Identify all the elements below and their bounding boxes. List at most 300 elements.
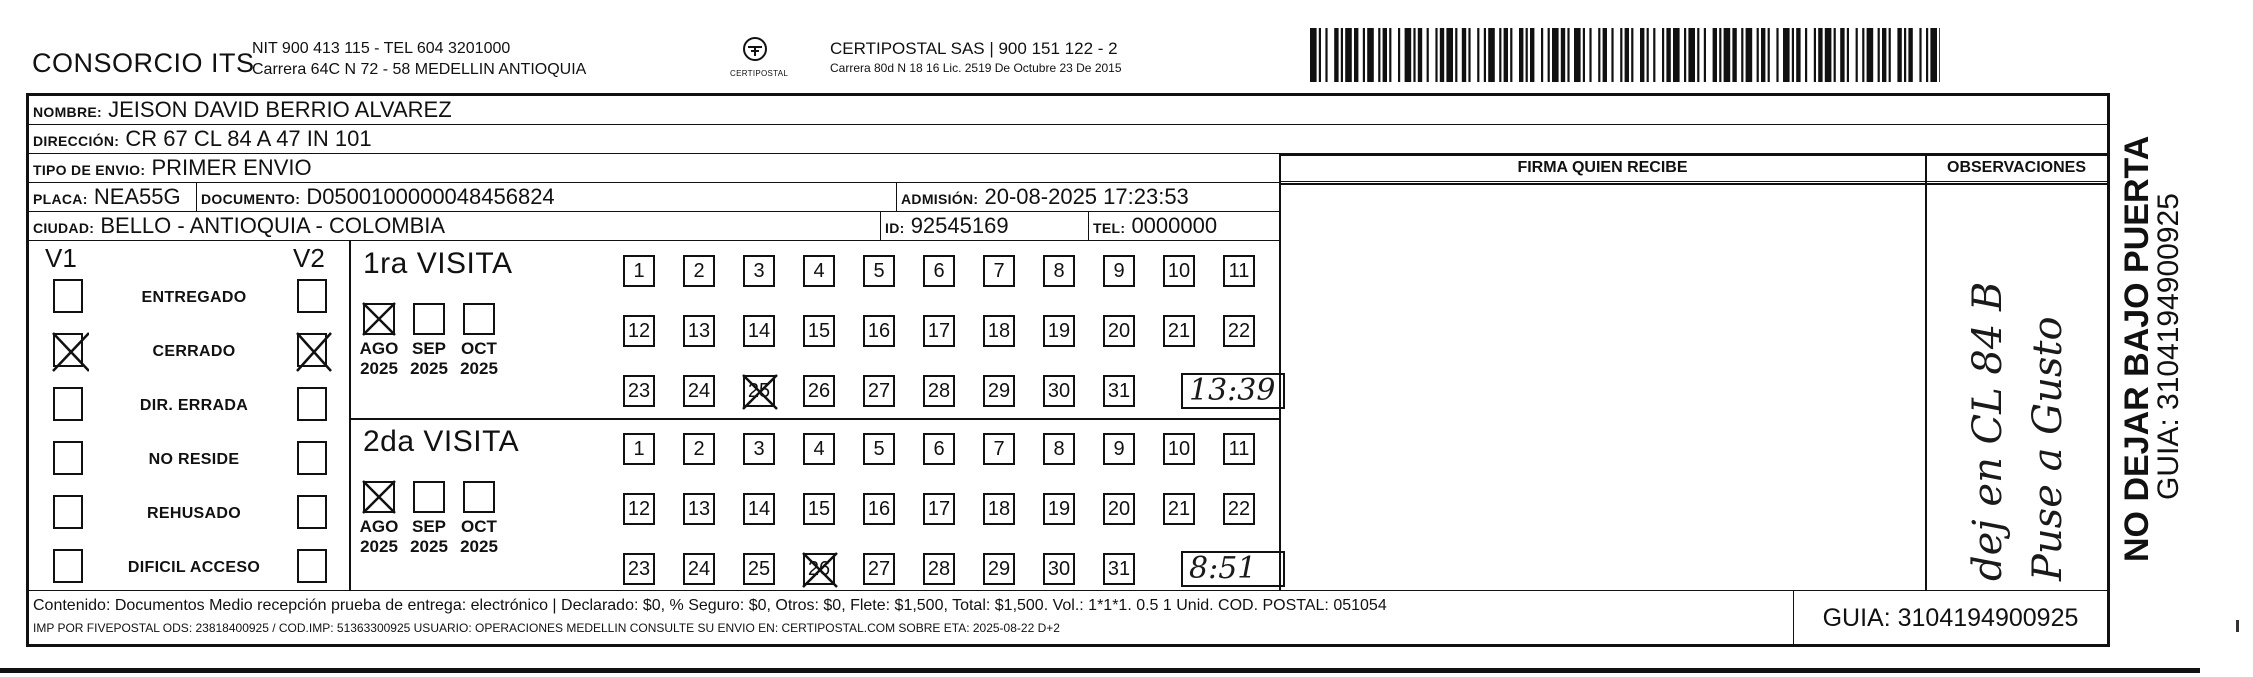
day-box[interactable] xyxy=(1043,493,1075,525)
v2-checkbox[interactable] xyxy=(297,387,327,421)
barcode-bar xyxy=(1310,28,1317,82)
barcode-bar xyxy=(1697,28,1699,82)
barcode-bar xyxy=(1398,28,1400,82)
month-year: 2025 xyxy=(460,537,498,556)
day-number: 14 xyxy=(747,320,771,342)
barcode-bar xyxy=(1724,28,1731,82)
barcode-bar xyxy=(1719,28,1721,82)
barcode-bar xyxy=(1930,28,1937,82)
barcode-bar xyxy=(1640,28,1644,82)
barcode-bar xyxy=(1688,28,1695,82)
barcode-bar xyxy=(1530,28,1534,82)
barcode-bar xyxy=(1653,28,1655,82)
barcode-bar xyxy=(1341,28,1343,82)
day-box[interactable] xyxy=(683,315,715,347)
day-number: 5 xyxy=(873,260,885,282)
barcode-bar xyxy=(1541,28,1543,82)
month-checkbox[interactable] xyxy=(463,303,495,335)
barcode-bar xyxy=(1741,28,1743,82)
day-box[interactable] xyxy=(1223,315,1255,347)
barcode-bar xyxy=(1589,28,1591,82)
day-number: 28 xyxy=(927,380,951,402)
day-number: 2 xyxy=(693,260,705,282)
day-number: 30 xyxy=(1047,380,1071,402)
company-address-line: Carrera 64C N 72 - 58 MEDELLIN ANTIOQUIA xyxy=(252,61,587,78)
barcode-bar xyxy=(1440,28,1444,82)
day-box[interactable] xyxy=(983,433,1015,465)
day-box[interactable] xyxy=(1223,493,1255,525)
day-number: 14 xyxy=(747,498,771,520)
documento-cell xyxy=(197,183,897,211)
row-nombre xyxy=(29,96,2107,125)
barcode-bar xyxy=(1818,28,1822,82)
id-label: ID: xyxy=(885,220,905,236)
barcode-bar xyxy=(1477,28,1479,82)
day-box[interactable] xyxy=(743,315,775,347)
barcode-bar xyxy=(1611,28,1613,82)
barcode-bar xyxy=(1768,28,1770,82)
direccion-label: DIRECCIÓN: xyxy=(33,133,120,149)
status-section xyxy=(29,241,349,590)
day-number: 13 xyxy=(687,320,711,342)
visit-title: 1ra VISITA xyxy=(363,247,513,280)
placa-value: NEA55G xyxy=(93,184,181,209)
id-cell xyxy=(881,212,1089,240)
day-box[interactable] xyxy=(1223,255,1255,287)
day-box[interactable] xyxy=(1103,433,1135,465)
barcode-bar xyxy=(1499,28,1501,82)
day-number: 26 xyxy=(807,380,831,402)
day-box[interactable] xyxy=(1103,315,1135,347)
barcode-bar xyxy=(1631,28,1633,82)
barcode-bar xyxy=(1510,28,1512,82)
barcode-bar xyxy=(1488,28,1495,82)
ciudad-cell xyxy=(29,212,881,240)
barcode-bar xyxy=(1583,28,1585,82)
x-mark-icon xyxy=(361,301,399,343)
day-box[interactable] xyxy=(803,433,835,465)
certipostal-logo xyxy=(730,36,789,80)
barcode-bar xyxy=(1354,28,1358,82)
day-box[interactable] xyxy=(983,255,1015,287)
footer-guia: GUIA: 3104194900925 xyxy=(1793,591,2107,645)
day-number: 11 xyxy=(1228,438,1250,460)
barcode-bar xyxy=(1462,28,1466,82)
month-year: 2025 xyxy=(360,537,398,556)
status-option-label: CERRADO xyxy=(152,343,236,360)
placa-label: PLACA: xyxy=(33,191,88,207)
v2-checkbox[interactable] xyxy=(297,279,327,313)
day-box[interactable] xyxy=(1163,315,1195,347)
month-checkbox[interactable] xyxy=(463,481,495,513)
barcode-bar xyxy=(1666,28,1670,82)
day-box[interactable] xyxy=(1103,255,1135,287)
day-box[interactable] xyxy=(863,255,895,287)
day-number: 7 xyxy=(993,260,1005,282)
day-box[interactable] xyxy=(923,255,955,287)
barcode-bar xyxy=(1889,28,1891,82)
barcode-bar xyxy=(1468,28,1470,82)
day-number: 16 xyxy=(867,320,891,342)
barcode-bar xyxy=(1897,28,1901,82)
barcode-bar xyxy=(1878,28,1880,82)
day-number: 25 xyxy=(747,558,771,580)
tel-value: 0000000 xyxy=(1131,213,1218,238)
month-year: 2025 xyxy=(410,359,448,378)
day-box[interactable] xyxy=(983,553,1015,585)
visit-title: 2da VISITA xyxy=(363,425,520,458)
barcode-bar xyxy=(1548,28,1550,82)
barcode-bar xyxy=(1552,28,1559,82)
v2-checkbox[interactable] xyxy=(297,549,327,583)
footer xyxy=(29,590,2107,644)
day-box[interactable] xyxy=(923,433,955,465)
day-number: 15 xyxy=(807,498,831,520)
status-option-label: DIR. ERRADA xyxy=(139,397,249,414)
day-number: 9 xyxy=(1113,438,1125,460)
status-option-label: REHUSADO xyxy=(147,505,241,522)
day-box[interactable] xyxy=(743,493,775,525)
day-box[interactable] xyxy=(863,375,895,407)
barcode-bar xyxy=(1383,28,1387,82)
day-box[interactable] xyxy=(923,315,955,347)
day-box[interactable] xyxy=(863,553,895,585)
status-option-label: NO RESIDE xyxy=(148,451,240,468)
day-box[interactable] xyxy=(623,553,655,585)
day-box[interactable] xyxy=(683,375,715,407)
month-year: 2025 xyxy=(460,359,498,378)
v1-header: V1 xyxy=(45,243,77,273)
x-mark-icon xyxy=(295,331,333,373)
day-box[interactable] xyxy=(803,255,835,287)
barcode-bar xyxy=(1413,28,1415,82)
day-number: 3 xyxy=(753,438,765,460)
firma-area[interactable] xyxy=(1281,185,1924,589)
company-info xyxy=(252,38,586,80)
day-box[interactable] xyxy=(683,553,715,585)
month-label xyxy=(354,339,404,379)
day-number: 31 xyxy=(1107,558,1131,580)
delivery-form xyxy=(26,93,2110,647)
day-box[interactable] xyxy=(803,375,835,407)
day-box[interactable] xyxy=(863,315,895,347)
status-option-label: ENTREGADO xyxy=(141,289,247,306)
day-number: 23 xyxy=(627,380,651,402)
day-number: 11 xyxy=(1228,260,1250,282)
barcode-bar xyxy=(1662,28,1664,82)
v2-header: V2 xyxy=(293,243,325,273)
footer-contenido: Contenido: Documentos Medio recepción prueba de entrega: electrónico | Declarado: $0, % Seguro: $0, Otros: $0, Flete: $1,500, Total: $1,500. Vol.: 1*1*1. 0.5 1 Unid. COD. POSTAL: 051054 xyxy=(33,597,1387,614)
day-box[interactable] xyxy=(923,493,955,525)
day-box[interactable] xyxy=(1043,553,1075,585)
logo-text: CERTIPOSTAL xyxy=(730,69,789,78)
barcode-bar xyxy=(1783,28,1790,82)
day-box[interactable] xyxy=(1043,255,1075,287)
barcode-bar xyxy=(1334,28,1338,82)
v1-checkbox[interactable] xyxy=(53,279,83,313)
barcode-bar xyxy=(1825,28,1832,82)
month-name: OCT xyxy=(461,339,497,358)
barcode-bar xyxy=(1904,28,1906,82)
barcode-bar xyxy=(1603,28,1607,82)
day-number: 22 xyxy=(1227,498,1251,520)
day-box[interactable] xyxy=(1163,255,1195,287)
barcode-bar xyxy=(1519,28,1523,82)
firma-header: FIRMA QUIEN RECIBE xyxy=(1280,154,1925,182)
day-number: 20 xyxy=(1107,320,1131,342)
day-box[interactable] xyxy=(743,433,775,465)
day-number: 16 xyxy=(867,498,891,520)
barcode-bar xyxy=(1814,28,1816,82)
row-tipo-envio xyxy=(29,154,1279,183)
month-year: 2025 xyxy=(410,537,448,556)
scan-edge-mark xyxy=(2236,620,2239,632)
day-number: 27 xyxy=(867,558,891,580)
certipostal-logo-icon xyxy=(742,36,768,62)
admision-label: ADMISIÓN: xyxy=(901,191,979,207)
day-number: 8 xyxy=(1053,438,1065,460)
month-label xyxy=(354,517,404,557)
day-box[interactable] xyxy=(623,375,655,407)
barcode-bar xyxy=(1526,28,1528,82)
v1-checkbox[interactable] xyxy=(53,441,83,475)
row-direccion xyxy=(29,125,2107,154)
day-number: 8 xyxy=(1053,260,1065,282)
day-box[interactable] xyxy=(923,553,955,585)
day-box[interactable] xyxy=(623,493,655,525)
day-number: 6 xyxy=(933,260,945,282)
barcode-bar xyxy=(1776,28,1778,82)
day-box[interactable] xyxy=(623,315,655,347)
barcode-bar xyxy=(1757,28,1759,82)
observaciones-area[interactable] xyxy=(1927,185,2106,589)
day-number: 21 xyxy=(1167,320,1191,342)
barcode-bar xyxy=(1367,28,1374,82)
barcode-bar xyxy=(1761,28,1765,82)
day-box[interactable] xyxy=(743,375,775,407)
day-number: 30 xyxy=(1047,558,1071,580)
status-option-label: DIFICIL ACCESO xyxy=(127,559,261,576)
footer-impresion: IMP POR FIVEPOSTAL ODS: 23818400925 / COD.IMP: 51363300925 USUARIO: OPERACIONES MEDELLIN CONSULTE SU ENVIO EN: CERTIPOSTAL.COM SOBRE ETA: 2025-08-22 D+2 xyxy=(33,621,1060,635)
day-box[interactable] xyxy=(863,493,895,525)
day-number: 24 xyxy=(687,380,711,402)
barcode-bar xyxy=(1446,28,1453,82)
barcode-bar xyxy=(1389,28,1391,82)
day-number: 29 xyxy=(987,380,1011,402)
v1-checkbox[interactable] xyxy=(53,387,83,421)
barcode-bar xyxy=(1732,28,1736,82)
barcode-bar xyxy=(1435,28,1437,82)
tracking-barcode xyxy=(1310,28,1940,82)
barcode-bar xyxy=(1620,28,1622,82)
month-checkbox[interactable] xyxy=(363,303,395,335)
v2-checkbox[interactable] xyxy=(297,495,327,529)
day-number: 31 xyxy=(1107,380,1131,402)
day-number: 5 xyxy=(873,438,885,460)
barcode-bar xyxy=(1882,28,1886,82)
day-number: 9 xyxy=(1113,260,1125,282)
visit-time-handwriting: 8:51 xyxy=(1189,551,1257,586)
tipo-value: PRIMER ENVIO xyxy=(151,155,312,180)
barcode-bar xyxy=(1834,28,1836,82)
barcode-bar xyxy=(1647,28,1649,82)
day-number: 12 xyxy=(627,320,651,342)
visit-time-box[interactable] xyxy=(1181,551,1285,587)
day-box[interactable] xyxy=(1223,433,1255,465)
barcode-bar xyxy=(1405,28,1412,82)
month-name: SEP xyxy=(411,339,447,358)
day-box[interactable] xyxy=(683,255,715,287)
tipo-label: TIPO DE ENVIO: xyxy=(33,162,146,178)
barcode-bar xyxy=(1704,28,1706,82)
visit-time-box[interactable] xyxy=(1181,373,1285,409)
barcode-bar xyxy=(1345,28,1352,82)
day-box[interactable] xyxy=(683,493,715,525)
id-value: 92545169 xyxy=(910,213,1009,238)
day-box[interactable] xyxy=(923,375,955,407)
barcode-bar xyxy=(1867,28,1874,82)
v1-checkbox[interactable] xyxy=(53,333,83,367)
barcode-bar xyxy=(1856,28,1858,82)
v2-checkbox[interactable] xyxy=(297,441,327,475)
barcode-bar xyxy=(1378,28,1380,82)
v2-checkbox[interactable] xyxy=(297,333,327,367)
direccion-value: CR 67 CL 84 A 47 IN 101 xyxy=(125,126,372,151)
day-box[interactable] xyxy=(1103,553,1135,585)
ciudad-value: BELLO - ANTIOQUIA - COLOMBIA xyxy=(100,213,446,238)
certipostal-address: Carrera 80d N 18 16 Lic. 2519 De Octubre 23 De 2015 xyxy=(830,61,1122,75)
day-number: 29 xyxy=(987,558,1011,580)
month-label xyxy=(404,517,454,557)
day-box[interactable] xyxy=(1043,375,1075,407)
day-number: 28 xyxy=(927,558,951,580)
barcode-bar xyxy=(1455,28,1457,82)
company-nit-line: NIT 900 413 115 - TEL 604 3201000 xyxy=(252,40,511,57)
tel-label: TEL: xyxy=(1093,220,1126,236)
day-box[interactable] xyxy=(623,255,655,287)
day-number: 2 xyxy=(693,438,705,460)
admision-cell xyxy=(897,183,1279,211)
certipostal-name: CERTIPOSTAL SAS | 900 151 122 - 2 xyxy=(830,39,1118,58)
barcode-bar xyxy=(1926,28,1928,82)
day-number: 15 xyxy=(807,320,831,342)
x-mark-icon xyxy=(801,551,839,593)
day-number: 10 xyxy=(1167,438,1191,460)
visit-time-handwriting: 13:39 xyxy=(1189,373,1276,408)
barcode-bar xyxy=(1325,28,1327,82)
day-number: 3 xyxy=(753,260,765,282)
barcode-bar xyxy=(1418,28,1422,82)
day-number: 25 xyxy=(747,380,771,402)
barcode-bar xyxy=(1796,28,1800,82)
barcode-bar xyxy=(1561,28,1565,82)
row-ciudad xyxy=(29,212,1279,241)
day-number: 26 xyxy=(807,558,831,580)
x-mark-icon xyxy=(361,479,399,521)
day-number: 4 xyxy=(813,438,825,460)
month-year: 2025 xyxy=(360,359,398,378)
documento-label: DOCUMENTO: xyxy=(201,191,301,207)
day-number: 12 xyxy=(627,498,651,520)
day-box[interactable] xyxy=(803,493,835,525)
day-box[interactable] xyxy=(1163,433,1195,465)
day-number: 19 xyxy=(1047,320,1071,342)
month-name: AGO xyxy=(359,339,399,358)
month-label xyxy=(454,339,504,379)
tel-cell xyxy=(1089,212,1279,240)
barcode-bar xyxy=(1598,28,1600,82)
day-number: 13 xyxy=(687,498,711,520)
scan-edge-bottom xyxy=(0,668,2200,673)
barcode-bar xyxy=(1574,28,1581,82)
x-mark-icon xyxy=(51,331,89,373)
day-box[interactable] xyxy=(1103,493,1135,525)
day-number: 21 xyxy=(1167,498,1191,520)
barcode-bar xyxy=(1427,28,1429,82)
barcode-bar xyxy=(1746,28,1753,82)
barcode-bar xyxy=(1919,28,1921,82)
day-box[interactable] xyxy=(1103,375,1135,407)
day-box[interactable] xyxy=(743,255,775,287)
month-checkbox[interactable] xyxy=(363,481,395,513)
day-box[interactable] xyxy=(863,433,895,465)
month-checkbox[interactable] xyxy=(413,303,445,335)
admision-value: 20-08-2025 17:23:53 xyxy=(984,184,1189,209)
month-label xyxy=(404,339,454,379)
barcode-bar xyxy=(1939,28,1940,82)
side-warning: NO DEJAR BAJO PUERTA xyxy=(2118,135,2156,562)
visits-section xyxy=(349,241,1279,590)
observaciones-handwriting-1: dej en CL 84 B xyxy=(1965,281,2011,581)
v1-checkbox[interactable] xyxy=(53,495,83,529)
barcode-bar xyxy=(1319,28,1321,82)
day-number: 27 xyxy=(867,380,891,402)
barcode-bar xyxy=(1684,28,1686,82)
day-box[interactable] xyxy=(623,433,655,465)
day-number: 1 xyxy=(633,260,645,282)
day-box[interactable] xyxy=(983,493,1015,525)
day-box[interactable] xyxy=(1043,315,1075,347)
barcode-bar xyxy=(1840,28,1844,82)
barcode-bar xyxy=(1363,28,1365,82)
day-number: 7 xyxy=(993,438,1005,460)
v1-checkbox[interactable] xyxy=(53,549,83,583)
barcode-bar xyxy=(1673,28,1680,82)
day-number: 18 xyxy=(987,320,1011,342)
day-box[interactable] xyxy=(983,315,1015,347)
day-box[interactable] xyxy=(803,553,835,585)
day-box[interactable] xyxy=(803,315,835,347)
barcode-bar xyxy=(1862,28,1864,82)
day-box[interactable] xyxy=(683,433,715,465)
day-box[interactable] xyxy=(743,553,775,585)
barcode-bar xyxy=(1792,28,1794,82)
month-name: OCT xyxy=(461,517,497,536)
day-box[interactable] xyxy=(1043,433,1075,465)
placa-cell xyxy=(29,183,197,211)
row-placa xyxy=(29,183,1279,212)
day-number: 19 xyxy=(1047,498,1071,520)
nombre-label: NOMBRE: xyxy=(33,104,102,120)
month-checkbox[interactable] xyxy=(413,481,445,513)
day-number: 10 xyxy=(1167,260,1191,282)
observaciones-handwriting-2: Puse a Gusto xyxy=(2025,316,2071,581)
day-box[interactable] xyxy=(1163,493,1195,525)
day-number: 24 xyxy=(687,558,711,580)
day-box[interactable] xyxy=(983,375,1015,407)
company-name: CONSORCIO ITS xyxy=(32,48,255,78)
month-name: AGO xyxy=(359,517,399,536)
